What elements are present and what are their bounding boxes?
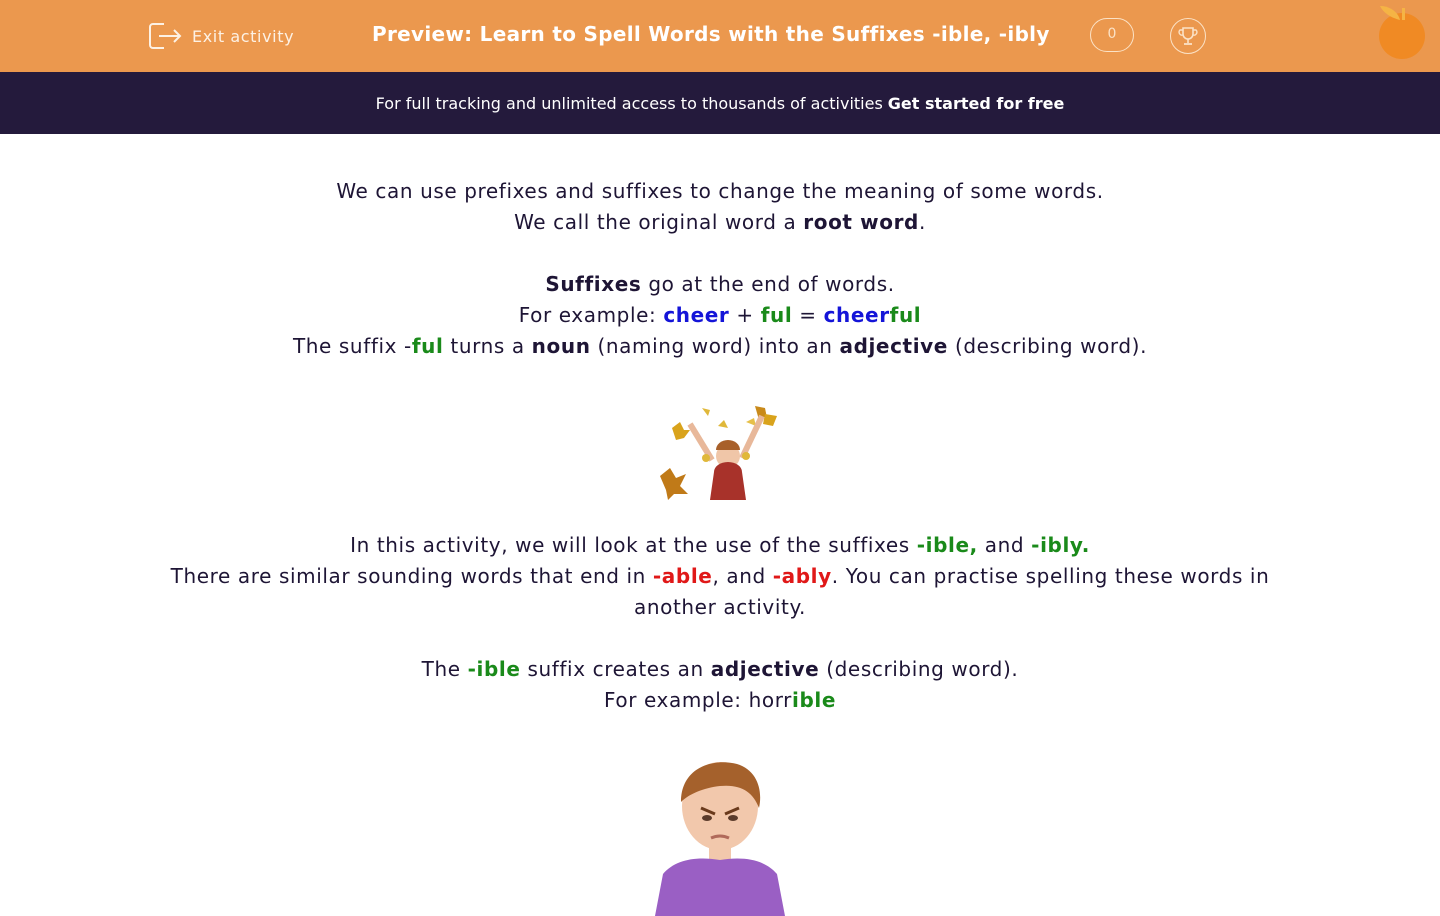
get-started-link[interactable]: Get started for free bbox=[887, 93, 1065, 113]
paragraph-example-cheerful: For example: cheer + ful = cheerful bbox=[518, 303, 922, 327]
score-counter: 0 bbox=[1090, 18, 1134, 52]
paragraph-suffixes: Suffixes go at the end of words. bbox=[545, 272, 895, 296]
grumpy-boy-image bbox=[645, 756, 795, 916]
paragraph-activity-intro: In this activity, we will look at the use of the suffixes -ible, and -ibly. bbox=[350, 533, 1090, 557]
header-bar bbox=[0, 0, 1440, 72]
paragraph-example-horrible: For example: horrible bbox=[604, 688, 836, 712]
trophy-button[interactable] bbox=[1170, 18, 1206, 54]
lesson-content bbox=[140, 176, 1300, 916]
paragraph-root-word: We call the original word a root word. bbox=[514, 210, 926, 234]
paragraph-ible-adjective: The -ible suffix creates an adjective (describing word). bbox=[421, 657, 1019, 681]
exit-activity-label: Exit activity bbox=[192, 26, 295, 46]
paragraph-able-ably: There are similar sounding words that end in -able, and -ably. You can practise spelling these words in another activity. bbox=[170, 564, 1270, 619]
orange-logo-icon bbox=[1372, 4, 1432, 60]
trophy-icon bbox=[1177, 25, 1199, 47]
paragraph-ful-explanation: The suffix -ful turns a noun (naming word) into an adjective (describing word). bbox=[292, 334, 1148, 358]
page-title: Preview: Learn to Spell Words with the Suffixes -ible, -ibly bbox=[372, 22, 1050, 46]
exit-icon bbox=[148, 21, 184, 51]
child-with-leaves-image bbox=[650, 398, 790, 500]
promo-banner bbox=[0, 72, 1440, 134]
promo-text: For full tracking and unlimited access to thousands of activities bbox=[375, 93, 883, 113]
exit-activity-button[interactable] bbox=[148, 20, 294, 52]
paragraph-intro: We can use prefixes and suffixes to change the meaning of some words. bbox=[336, 179, 1104, 203]
